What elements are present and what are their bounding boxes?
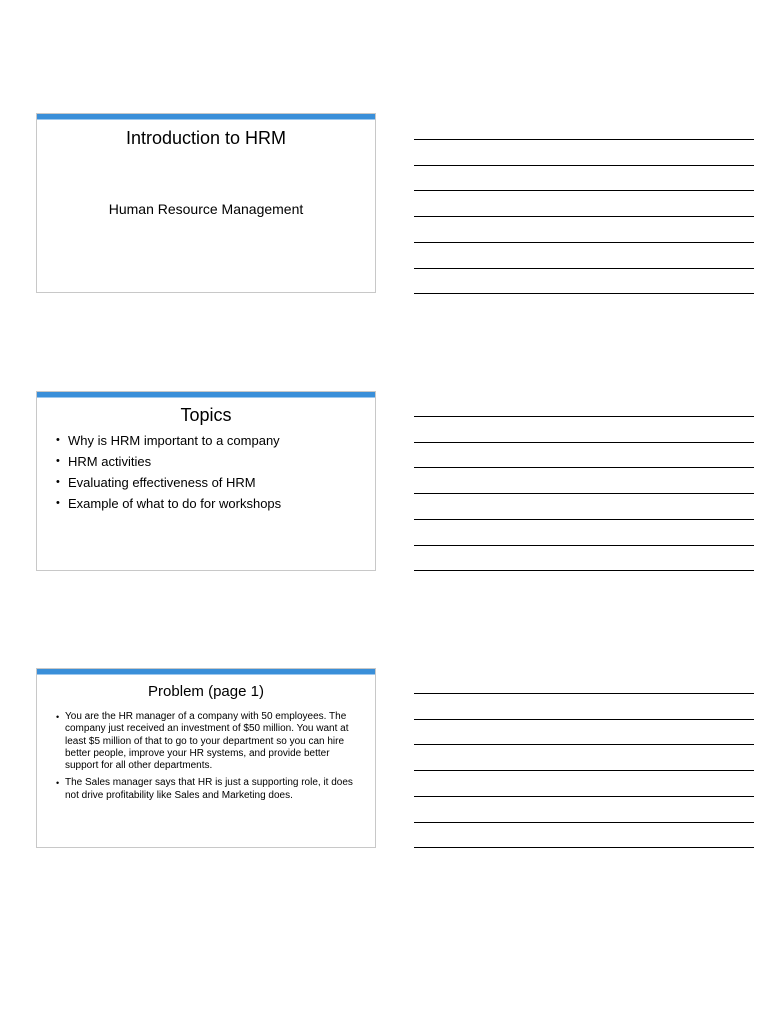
list-item-text: Why is HRM important to a company bbox=[68, 433, 280, 448]
note-line bbox=[414, 493, 754, 494]
list-item-text: The Sales manager says that HR is just a supporting role, it does not drive profitability like Sales and Marketing does. bbox=[65, 777, 353, 801]
note-line bbox=[414, 570, 754, 571]
slide-3 bbox=[36, 668, 376, 848]
slide-1 bbox=[36, 113, 376, 293]
bullet-icon: • bbox=[56, 455, 60, 467]
slide-title: Topics bbox=[180, 405, 232, 425]
list-item bbox=[37, 433, 375, 448]
slide-title: Problem (page 1) bbox=[148, 683, 264, 700]
note-line bbox=[414, 693, 754, 694]
note-line bbox=[414, 467, 754, 468]
list-item-text: Example of what to do for workshops bbox=[68, 496, 282, 511]
list-item bbox=[37, 454, 375, 469]
bullet-icon: • bbox=[56, 497, 60, 509]
slide-header-bar bbox=[37, 392, 375, 398]
list-item bbox=[37, 496, 375, 511]
bullet-icon: • bbox=[56, 712, 60, 722]
note-line bbox=[414, 268, 754, 269]
note-line bbox=[414, 545, 754, 546]
note-line bbox=[414, 416, 754, 417]
note-line bbox=[414, 770, 754, 771]
list-item bbox=[37, 711, 361, 772]
note-line bbox=[414, 719, 754, 720]
list-item bbox=[37, 777, 361, 802]
note-line bbox=[414, 847, 754, 848]
list-item bbox=[37, 475, 375, 490]
note-line bbox=[414, 242, 754, 243]
note-line bbox=[414, 293, 754, 294]
note-line bbox=[414, 822, 754, 823]
bullet-icon: • bbox=[56, 434, 60, 446]
bullet-icon: • bbox=[56, 476, 60, 488]
note-line bbox=[414, 519, 754, 520]
list-item-text: Evaluating effectiveness of HRM bbox=[68, 475, 256, 490]
note-line bbox=[414, 139, 754, 140]
list-item-text: HRM activities bbox=[68, 454, 152, 469]
note-line bbox=[414, 190, 754, 191]
list-item-text: You are the HR manager of a company with 50 employees. The company just received an investment of $50 million. You want at least $5 million of that to go to your department so you can hire better people, improve your HR systems, and provide better support for all other departments. bbox=[65, 711, 349, 772]
note-line bbox=[414, 442, 754, 443]
note-line bbox=[414, 796, 754, 797]
slide-header-bar bbox=[37, 114, 375, 120]
slide-title: Introduction to HRM bbox=[125, 128, 287, 148]
slide-header-bar bbox=[37, 669, 375, 675]
note-line bbox=[414, 165, 754, 166]
bullet-list bbox=[37, 433, 375, 517]
slide-2 bbox=[36, 391, 376, 571]
bullet-icon: • bbox=[56, 778, 60, 789]
bullet-list bbox=[37, 711, 375, 807]
note-line bbox=[414, 216, 754, 217]
slide-subtitle: Human Resource Management bbox=[108, 201, 304, 217]
note-line bbox=[414, 744, 754, 745]
